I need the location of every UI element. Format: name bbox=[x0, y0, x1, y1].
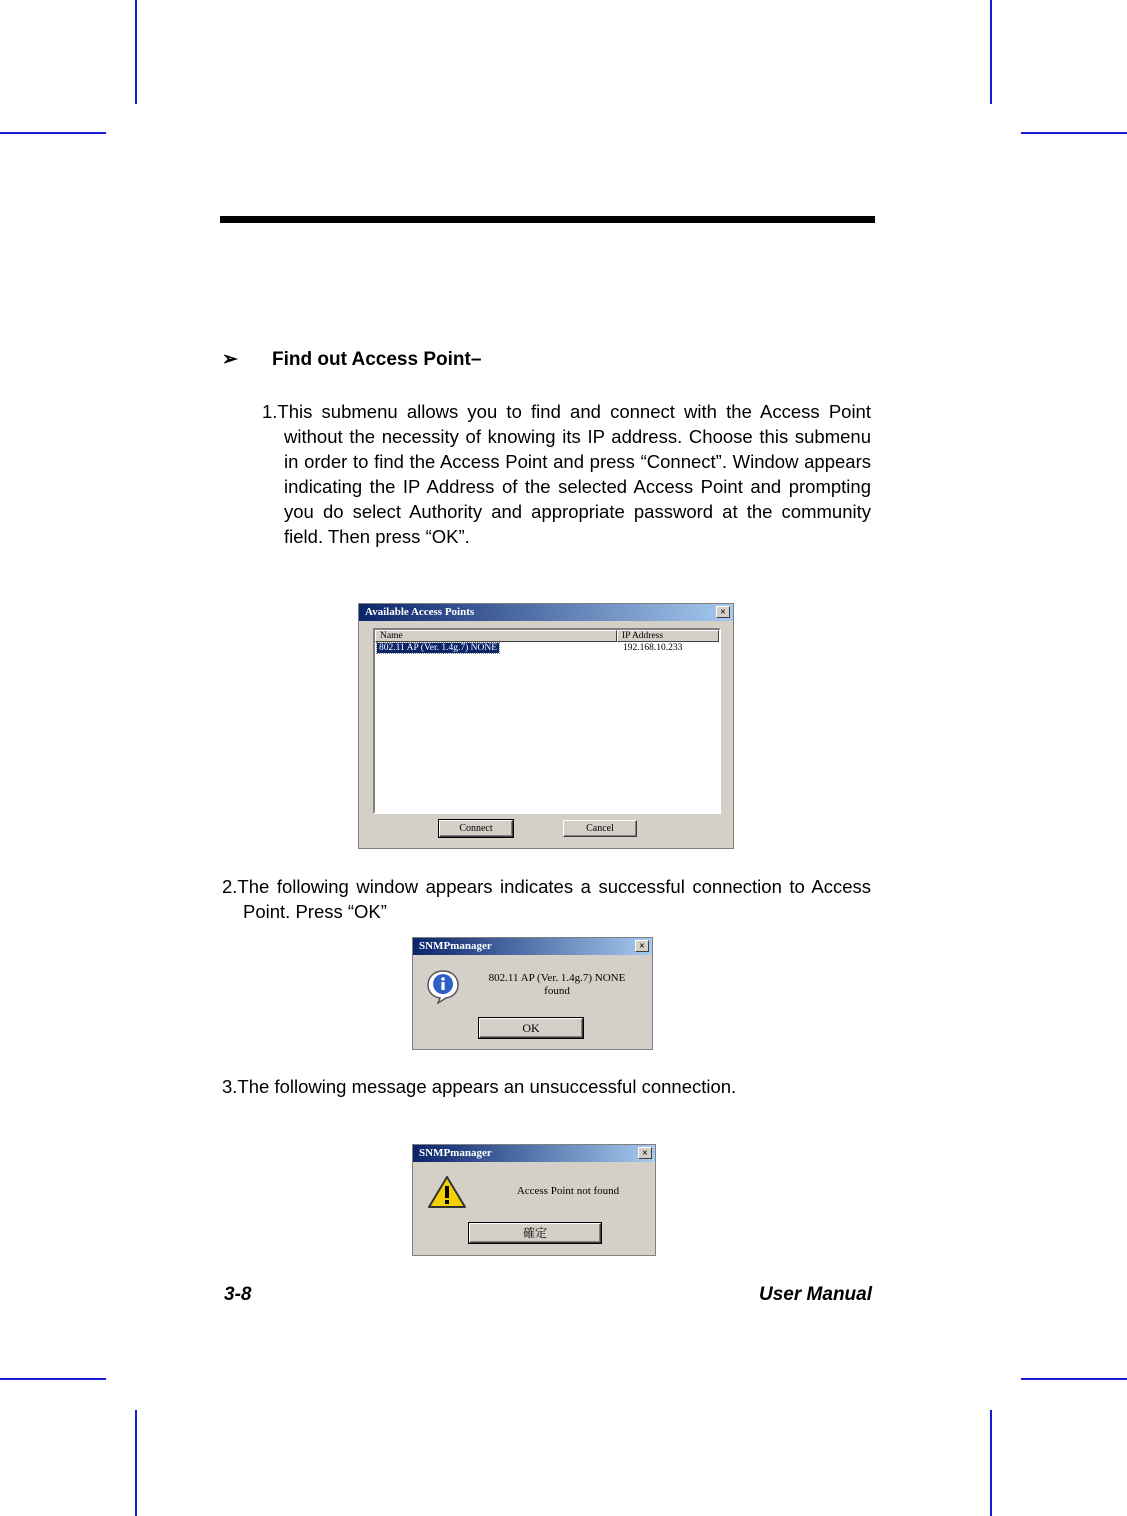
message-line-1: 802.11 AP (Ver. 1.4g.7) NONE bbox=[488, 972, 626, 984]
available-access-points-dialog bbox=[358, 603, 734, 849]
dialog-title: SNMPmanager bbox=[419, 940, 492, 952]
dialog-title: Available Access Points bbox=[365, 606, 475, 618]
failure-message: Access Point not found bbox=[516, 1185, 620, 1197]
ap-name: 802.11 AP (Ver. 1.4g.7) NONE bbox=[379, 643, 498, 653]
ap-ip: 192.168.10.233 bbox=[623, 643, 683, 653]
close-icon[interactable]: × bbox=[716, 606, 730, 618]
crop-mark bbox=[1021, 132, 1127, 134]
crop-mark bbox=[1021, 1378, 1127, 1380]
dialog-titlebar bbox=[359, 604, 733, 621]
dialog-titlebar bbox=[413, 938, 652, 955]
header-rule bbox=[220, 216, 875, 223]
ok-button[interactable]: 確定 bbox=[469, 1223, 601, 1243]
crop-mark bbox=[135, 1410, 137, 1516]
crop-mark bbox=[0, 132, 106, 134]
success-message bbox=[469, 972, 645, 998]
warning-icon bbox=[427, 1175, 467, 1209]
crop-mark bbox=[990, 1410, 992, 1516]
paragraph-1: 1.This submenu allows you to find and connect with the Access Point without the necessity of knowing its IP address. Choose this submenu in order to find the Access Point and press “Connect”. Window appears indicating the IP Address of the selected Access Point and prompting you do select Authority and appropriate password at the community field. Then press “OK”. bbox=[262, 401, 871, 547]
message-line-2: found bbox=[544, 985, 570, 997]
section-heading bbox=[222, 348, 481, 371]
connect-button[interactable]: Connect bbox=[439, 820, 513, 837]
dialog-titlebar bbox=[413, 1145, 655, 1162]
info-icon bbox=[425, 968, 461, 1004]
crop-mark bbox=[135, 0, 137, 104]
dialog-title: SNMPmanager bbox=[419, 1147, 492, 1159]
column-header-name[interactable]: Name bbox=[375, 630, 617, 642]
success-dialog bbox=[412, 937, 653, 1050]
ok-button[interactable]: OK bbox=[479, 1018, 583, 1038]
bullet-arrow-icon: ➢ bbox=[222, 349, 238, 370]
paragraph-3: 3.The following message appears an unsuccessful connection. bbox=[222, 1076, 737, 1097]
failure-dialog bbox=[412, 1144, 656, 1256]
column-header-ip[interactable]: IP Address bbox=[617, 630, 719, 642]
manual-title: User Manual bbox=[759, 1284, 872, 1305]
page-number: 3-8 bbox=[224, 1284, 252, 1305]
section-title: Find out Access Point– bbox=[272, 349, 482, 370]
access-point-list[interactable] bbox=[373, 628, 721, 814]
list-item[interactable] bbox=[377, 643, 499, 654]
paragraph-2: 2.The following window appears indicates a successful connection to Access Point. Press “OK” bbox=[222, 876, 871, 922]
close-icon[interactable]: × bbox=[635, 940, 649, 952]
crop-mark bbox=[990, 0, 992, 104]
cancel-button[interactable]: Cancel bbox=[563, 820, 637, 837]
crop-mark bbox=[0, 1378, 106, 1380]
close-icon[interactable]: × bbox=[638, 1147, 652, 1159]
